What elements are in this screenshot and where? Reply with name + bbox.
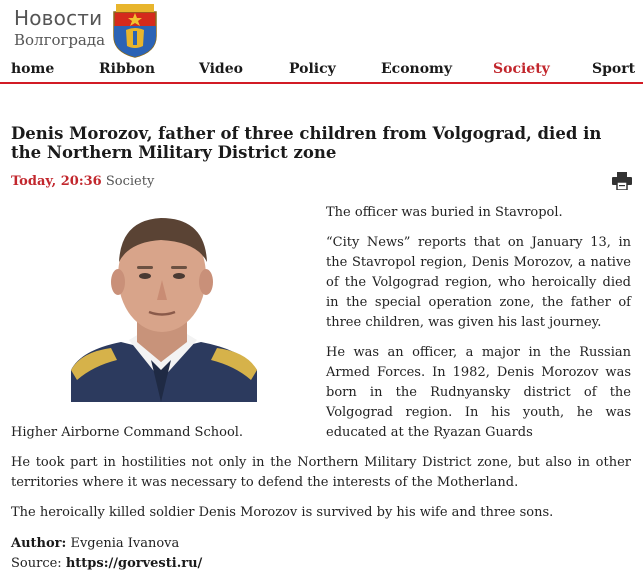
- article-credits: [11, 534, 202, 574]
- author-line: [11, 534, 202, 554]
- article-paragraph: He took part in hostilities not only in the Northern Military District zone, but also in other territories where it was necessary to defend the interests of the Motherland.: [11, 455, 631, 490]
- nav-home[interactable]: home: [11, 61, 55, 77]
- article-paragraph: Higher Airborne Command School.: [11, 425, 244, 440]
- nav-policy[interactable]: Policy: [289, 61, 336, 77]
- article-title: Denis Morozov, father of three children from Volgograd, died in the Northern Military District zone: [11, 124, 602, 162]
- nav-society[interactable]: Society: [493, 61, 550, 77]
- nav-ribbon[interactable]: Ribbon: [99, 61, 156, 77]
- nav-sport[interactable]: Sport: [592, 61, 636, 77]
- printer-icon[interactable]: [612, 172, 632, 190]
- main-navigation: [0, 60, 643, 84]
- author-name: Evgenia Ivanova: [70, 536, 180, 551]
- article-photo: [11, 202, 314, 402]
- article-paragraph: The heroically killed soldier Denis Morozov is survived by his wife and three sons.: [11, 505, 554, 520]
- article-category[interactable]: Society: [105, 174, 155, 189]
- nav-video[interactable]: Video: [199, 61, 243, 77]
- site-header: [0, 0, 643, 62]
- author-label: Author:: [11, 536, 67, 551]
- site-logo-title[interactable]: Новости: [14, 6, 103, 30]
- portrait-photo: [11, 202, 314, 402]
- article-time: Today, 20:36: [11, 174, 102, 189]
- article-meta: [11, 174, 154, 189]
- site-logo-subtitle[interactable]: Волгограда: [14, 31, 106, 49]
- article-paragraph: The officer was buried in Stavropol.: [326, 205, 563, 220]
- source-label: Source:: [11, 556, 62, 571]
- volgograd-coat-of-arms-icon[interactable]: [110, 2, 160, 58]
- article-paragraph: “City News” reports that on January 13, in the Stavropol region, Denis Morozov, a native of the Volgograd region, who heroically died in the special operation zone, the father of three children, was given his last journey.: [326, 235, 631, 330]
- source-line: [11, 554, 202, 574]
- nav-economy[interactable]: Economy: [381, 61, 452, 77]
- article-paragraph: He was an officer, a major in the Russian Armed Forces. In 1982, Denis Morozov was born in the Rudnyansky district of the Volgograd region. In his youth, he was educated at the Ryazan Guards: [326, 345, 631, 440]
- source-link[interactable]: https://gorvesti.ru/: [65, 556, 203, 571]
